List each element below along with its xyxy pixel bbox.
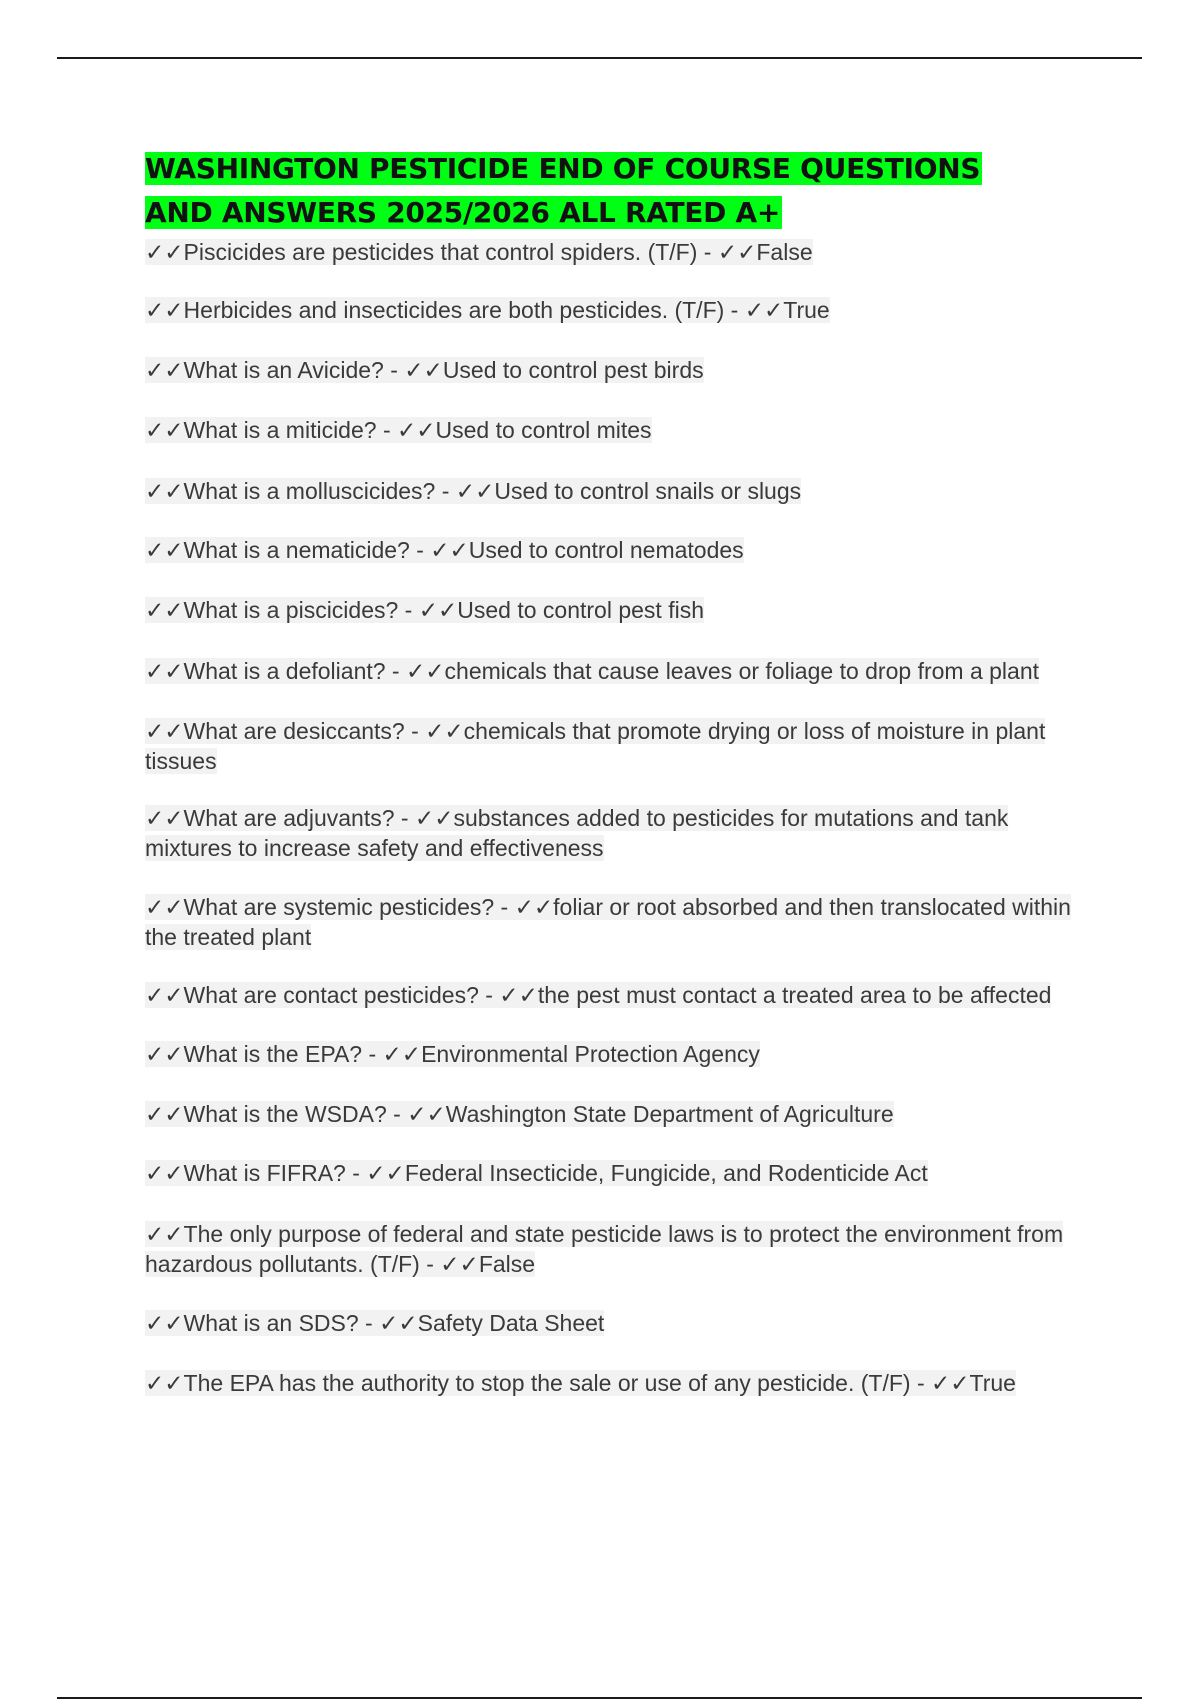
qa-item-text: ✓✓What is the EPA? - ✓✓Environmental Protection Agency: [145, 1041, 760, 1067]
qa-item-text: ✓✓The EPA has the authority to stop the sale or use of any pesticide. (T/F) - ✓✓True: [145, 1370, 1016, 1396]
qa-item: [145, 476, 1095, 506]
qa-item: [145, 980, 1095, 1010]
qa-item-text: ✓✓What are desiccants? - ✓✓chemicals that promote drying or loss of moisture in plant tissues: [145, 718, 1046, 774]
qa-item: [145, 1308, 1095, 1338]
qa-item-text: ✓✓What are adjuvants? - ✓✓substances added to pesticides for mutations and tank mixtures to increase safety and effectiveness: [145, 805, 1009, 861]
qa-item-text: ✓✓Herbicides and insecticides are both pesticides. (T/F) - ✓✓True: [145, 297, 830, 323]
title-line-1: WASHINGTON PESTICIDE END OF COURSE QUESTIONS: [145, 152, 981, 185]
qa-item: [145, 595, 1095, 625]
document-body: [145, 147, 1095, 1398]
qa-item: [145, 803, 1095, 863]
qa-item: [145, 295, 1095, 325]
qa-item: [145, 415, 1095, 445]
qa-item-text: ✓✓What is a molluscicides? - ✓✓Used to control snails or slugs: [145, 478, 802, 504]
qa-item: [145, 1099, 1095, 1129]
qa-item-text: ✓✓What is a miticide? - ✓✓Used to control mites: [145, 417, 652, 443]
qa-item-text: ✓✓What is an SDS? - ✓✓Safety Data Sheet: [145, 1310, 605, 1336]
qa-item: [145, 892, 1095, 952]
qa-item-text: ✓✓What is a nematicide? - ✓✓Used to control nematodes: [145, 537, 744, 563]
qa-item-text: ✓✓What is a defoliant? - ✓✓chemicals that cause leaves or foliage to drop from a plant: [145, 658, 1040, 684]
qa-list: [145, 237, 1095, 1398]
header-rule: [57, 57, 1142, 59]
qa-item: [145, 1039, 1095, 1069]
qa-item-text: ✓✓What is an Avicide? - ✓✓Used to control pest birds: [145, 357, 704, 383]
qa-item: [145, 1219, 1095, 1279]
qa-item: [145, 716, 1095, 776]
qa-item: [145, 535, 1095, 565]
qa-item-text: ✓✓What is FIFRA? - ✓✓Federal Insecticide, Fungicide, and Rodenticide Act: [145, 1160, 928, 1186]
qa-item: [145, 656, 1095, 686]
qa-item-text: ✓✓What are contact pesticides? - ✓✓the pest must contact a treated area to be affected: [145, 982, 1052, 1008]
qa-item: [145, 1368, 1095, 1398]
qa-item: [145, 237, 1095, 267]
qa-item-text: ✓✓What are systemic pesticides? - ✓✓foliar or root absorbed and then translocated within the treated plant: [145, 894, 1071, 950]
qa-item: [145, 1158, 1095, 1188]
qa-item-text: ✓✓Piscicides are pesticides that control spiders. (T/F) - ✓✓False: [145, 239, 813, 265]
qa-item-text: ✓✓What is the WSDA? - ✓✓Washington State Department of Agriculture: [145, 1101, 894, 1127]
document-title: [145, 147, 1095, 235]
qa-item: [145, 355, 1095, 385]
qa-item-text: ✓✓The only purpose of federal and state pesticide laws is to protect the environment from hazardous pollutants. (T/F) - ✓✓False: [145, 1221, 1064, 1277]
footer-rule: [57, 1697, 1142, 1699]
qa-item-text: ✓✓What is a piscicides? - ✓✓Used to control pest fish: [145, 597, 705, 623]
title-line-2: AND ANSWERS 2025/2026 ALL RATED A+: [145, 196, 780, 229]
